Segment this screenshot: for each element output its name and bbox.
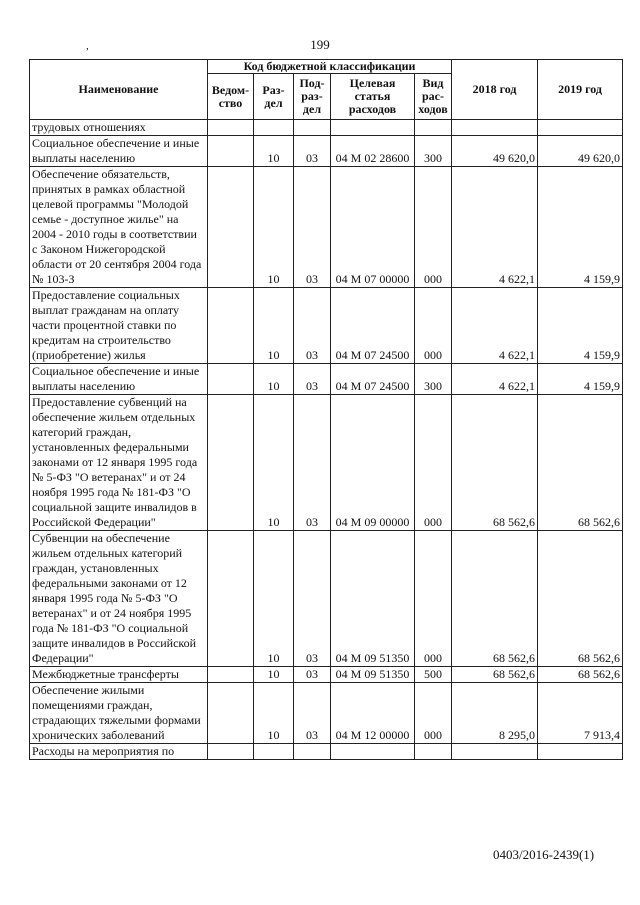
row-podrazdel: 03 xyxy=(294,395,331,531)
row-vedomstvo xyxy=(208,744,254,760)
row-name: Социальное обеспечение и иные выплаты населению xyxy=(30,364,208,395)
table-row xyxy=(30,167,623,288)
header-name: Наименование xyxy=(30,60,208,120)
row-vedomstvo xyxy=(208,531,254,667)
row-name: Расходы на мероприятия по xyxy=(30,744,208,760)
header-podrazdel: Под-раз-дел xyxy=(294,74,331,120)
table-header xyxy=(30,60,623,120)
header-razdel: Раз-дел xyxy=(254,74,294,120)
row-vid: 300 xyxy=(415,136,452,167)
row-2019: 68 562,6 xyxy=(538,395,623,531)
table-row xyxy=(30,667,623,683)
row-name: Обеспечение обязательств, принятых в рамках областной целевой программы "Молодой семье - доступное жилье" на 2004 - 2010 годы в соответствии с Законом Нижегородской области от 20 сентября 2004 года № 103-З xyxy=(30,167,208,288)
header-tselevaya: Целевая статья расходов xyxy=(331,74,415,120)
row-name: Субвенции на обеспечение жильем отдельных категорий граждан, установленных федеральными законами от 12 января 1995 года № 5-ФЗ "О ветеранах" и от 24 ноября 1995 года № 181-ФЗ "О социальной защите инвалидов в Российской Федерации" xyxy=(30,531,208,667)
row-vid: 000 xyxy=(415,683,452,744)
row-name: Предоставление субвенций на обеспечение жильем отдельных категорий граждан, установленных федеральными законами от 12 января 1995 года № 5-ФЗ "О ветеранах" и от 24 ноября 1995 года № 181-ФЗ "О социальной защите инвалидов в Российской Федерации" xyxy=(30,395,208,531)
row-2018: 8 295,0 xyxy=(452,683,538,744)
row-razdel: 10 xyxy=(254,136,294,167)
header-2019: 2019 год xyxy=(538,60,623,120)
table-row xyxy=(30,364,623,395)
header-kbk: Код бюджетной классификации xyxy=(208,60,452,74)
row-2019: 7 913,4 xyxy=(538,683,623,744)
row-vid: 000 xyxy=(415,288,452,364)
row-vedomstvo xyxy=(208,136,254,167)
row-podrazdel: 03 xyxy=(294,531,331,667)
row-name: трудовых отношениях xyxy=(30,120,208,136)
row-2019 xyxy=(538,744,623,760)
header-vid: Вид рас-ходов xyxy=(415,74,452,120)
row-name: Предоставление социальных выплат гражданам на оплату части процентной ставки по кредитам на строительство (приобретение) жилья xyxy=(30,288,208,364)
row-vedomstvo xyxy=(208,667,254,683)
row-vedomstvo xyxy=(208,683,254,744)
row-tselevaya xyxy=(331,744,415,760)
row-vedomstvo xyxy=(208,288,254,364)
row-tselevaya: 04 М 07 24500 xyxy=(331,364,415,395)
row-name: Обеспечение жилыми помещениями граждан, страдающих тяжелыми формами хронических заболеваний xyxy=(30,683,208,744)
row-2018: 49 620,0 xyxy=(452,136,538,167)
row-tselevaya xyxy=(331,120,415,136)
row-vid: 500 xyxy=(415,667,452,683)
row-vedomstvo xyxy=(208,120,254,136)
header-2018: 2018 год xyxy=(452,60,538,120)
row-2019: 4 159,9 xyxy=(538,288,623,364)
row-tselevaya: 04 М 12 00000 xyxy=(331,683,415,744)
row-2018: 4 622,1 xyxy=(452,167,538,288)
row-vid: 300 xyxy=(415,364,452,395)
row-razdel: 10 xyxy=(254,395,294,531)
row-podrazdel: 03 xyxy=(294,167,331,288)
row-vedomstvo xyxy=(208,395,254,531)
row-tselevaya: 04 М 07 24500 xyxy=(331,288,415,364)
document-code: 0403/2016-2439(1) xyxy=(493,847,595,862)
row-2018: 4 622,1 xyxy=(452,364,538,395)
header-vedomstvo: Ведом-ство xyxy=(208,74,254,120)
table-row xyxy=(30,744,623,760)
row-razdel: 10 xyxy=(254,683,294,744)
row-razdel: 10 xyxy=(254,667,294,683)
row-vid xyxy=(415,744,452,760)
table-row xyxy=(30,288,623,364)
row-tselevaya: 04 М 09 00000 xyxy=(331,395,415,531)
row-razdel xyxy=(254,120,294,136)
row-2018: 68 562,6 xyxy=(452,395,538,531)
row-podrazdel: 03 xyxy=(294,364,331,395)
row-2018 xyxy=(452,744,538,760)
row-razdel: 10 xyxy=(254,167,294,288)
row-vid: 000 xyxy=(415,167,452,288)
row-razdel: 10 xyxy=(254,531,294,667)
row-2019: 49 620,0 xyxy=(538,136,623,167)
row-tselevaya: 04 М 07 00000 xyxy=(331,167,415,288)
row-podrazdel: 03 xyxy=(294,667,331,683)
row-podrazdel: 03 xyxy=(294,288,331,364)
row-name: Социальное обеспечение и иные выплаты населению xyxy=(30,136,208,167)
budget-table xyxy=(29,59,623,760)
row-2018: 4 622,1 xyxy=(452,288,538,364)
row-podrazdel xyxy=(294,744,331,760)
row-vedomstvo xyxy=(208,364,254,395)
table-row xyxy=(30,395,623,531)
row-vedomstvo xyxy=(208,167,254,288)
row-razdel: 10 xyxy=(254,288,294,364)
table-row xyxy=(30,683,623,744)
row-podrazdel: 03 xyxy=(294,136,331,167)
row-2019: 4 159,9 xyxy=(538,167,623,288)
row-vid xyxy=(415,120,452,136)
row-podrazdel xyxy=(294,120,331,136)
row-vid: 000 xyxy=(415,531,452,667)
table-row xyxy=(30,531,623,667)
row-2019: 68 562,6 xyxy=(538,531,623,667)
row-2019 xyxy=(538,120,623,136)
table-row xyxy=(30,120,623,136)
row-2018 xyxy=(452,120,538,136)
page-number: 199 xyxy=(310,37,330,52)
table-row xyxy=(30,136,623,167)
table-body xyxy=(30,120,623,760)
row-2018: 68 562,6 xyxy=(452,667,538,683)
row-2018: 68 562,6 xyxy=(452,531,538,667)
row-2019: 4 159,9 xyxy=(538,364,623,395)
row-2019: 68 562,6 xyxy=(538,667,623,683)
row-tselevaya: 04 М 02 28600 xyxy=(331,136,415,167)
row-razdel: 10 xyxy=(254,364,294,395)
row-tselevaya: 04 М 09 51350 xyxy=(331,667,415,683)
row-podrazdel: 03 xyxy=(294,683,331,744)
row-razdel xyxy=(254,744,294,760)
row-name: Межбюджетные трансферты xyxy=(30,667,208,683)
row-tselevaya: 04 М 09 51350 xyxy=(331,531,415,667)
row-vid: 000 xyxy=(415,395,452,531)
stray-mark: , xyxy=(86,40,89,52)
